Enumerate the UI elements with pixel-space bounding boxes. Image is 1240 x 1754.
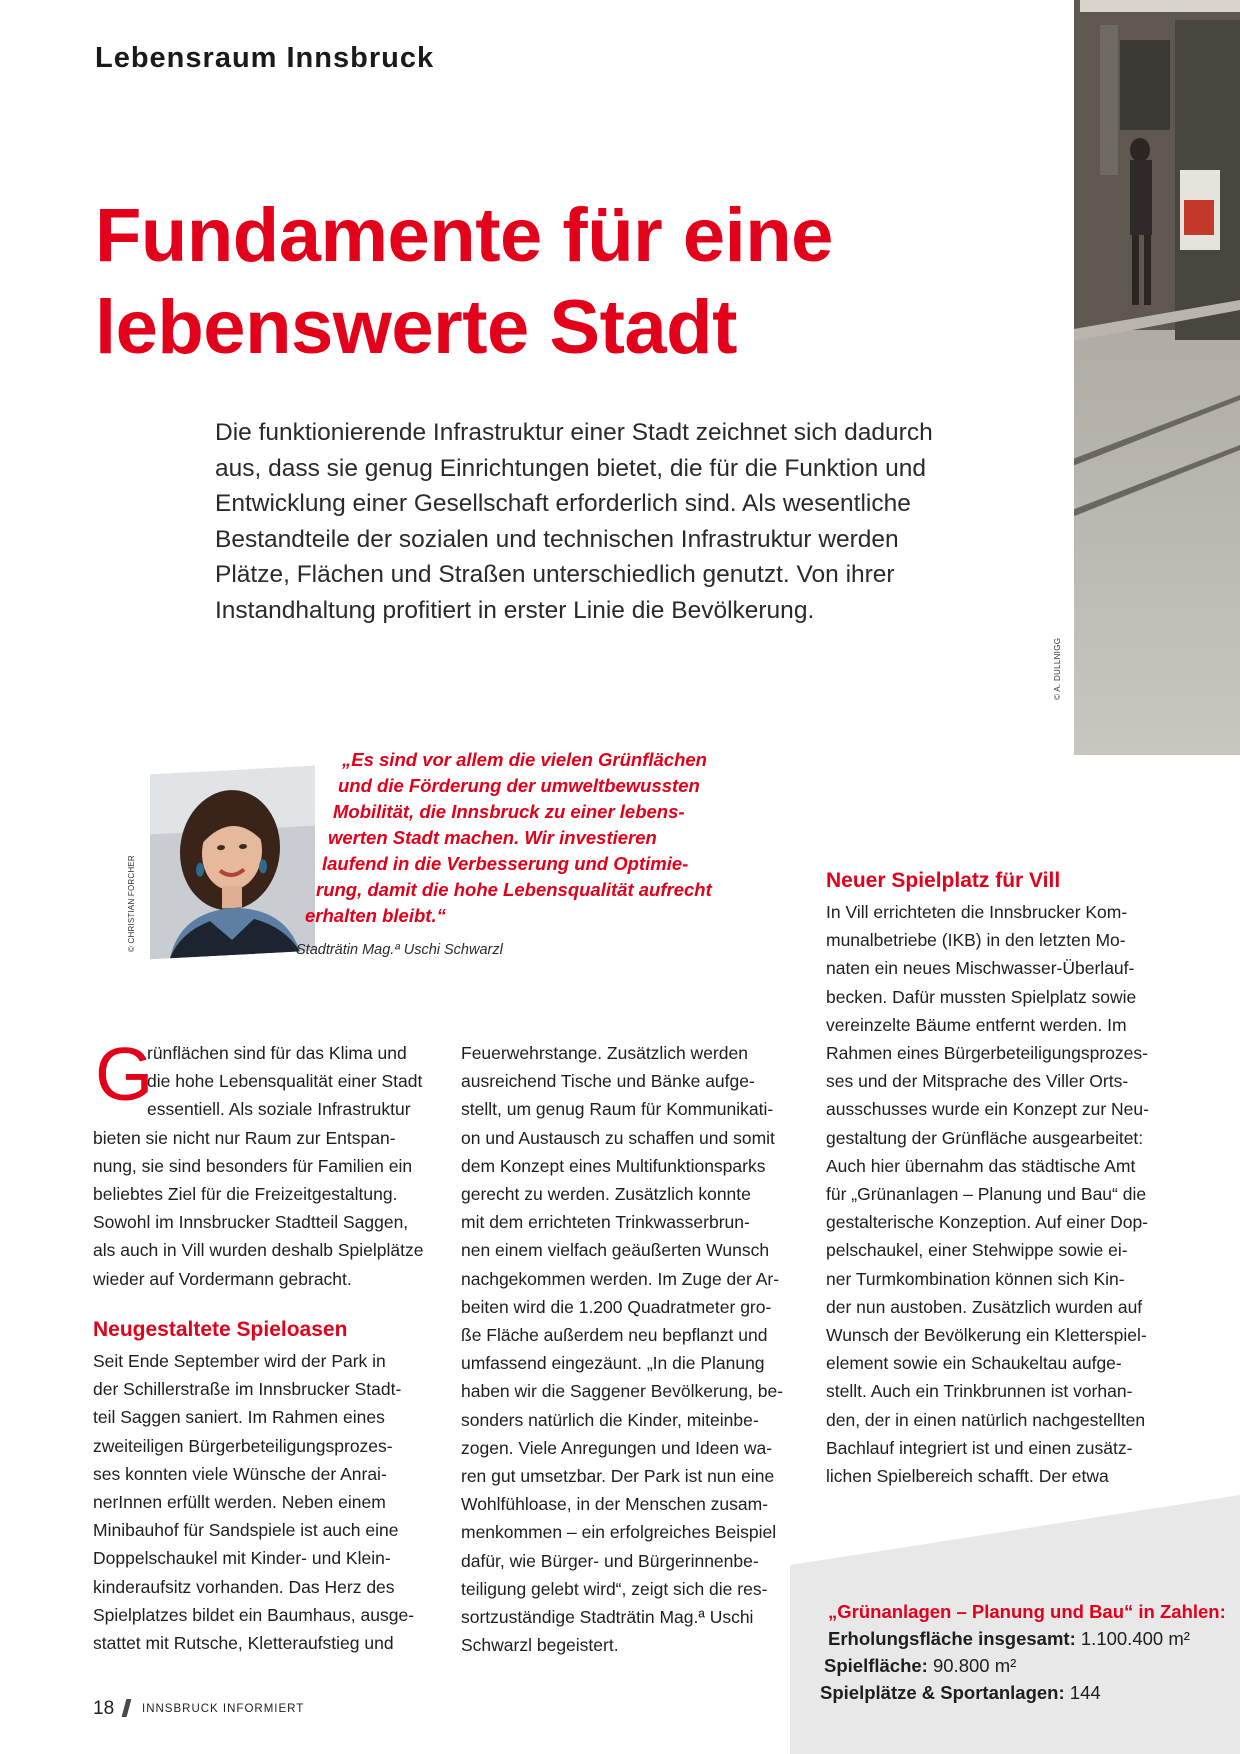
text-line: munalbetriebe (IKB) in den letzten Mo-	[826, 930, 1126, 951]
text-line: Feuerwehrstange. Zusätzlich werden	[461, 1043, 748, 1063]
quote-line: werten Stadt machen. Wir investieren	[328, 827, 657, 848]
intro-line: Plätze, Flächen und Straßen unterschiedlich genutzt. Von ihrer	[215, 561, 895, 588]
portrait-credit: © CHRISTIAN FORCHER	[127, 855, 136, 952]
text-line: Minibauhof für Sandspiele ist auch eine	[93, 1520, 399, 1541]
stats-title: „Grünanlagen – Planung und Bau“ in Zahlen:	[828, 1601, 1226, 1622]
publication-name: INNSBRUCK INFORMIERT	[142, 1703, 305, 1715]
column-1-dropcap-text	[147, 1039, 431, 1124]
text-line: sonders natürlich die Kinder, miteinbe-	[461, 1409, 759, 1430]
text-line: becken. Dafür mussten Spielplatz sowie	[826, 986, 1137, 1007]
section-label: Lebensraum Innsbruck	[95, 42, 435, 74]
text-line: rünflächen sind für das Klima und	[147, 1043, 407, 1063]
text-line: Wohlfühloase, in der Menschen zusam-	[461, 1494, 769, 1515]
page-number: 18	[93, 1698, 115, 1719]
quote-attribution: Stadträtin Mag.ª Uschi Schwarzl	[296, 942, 503, 958]
text-line: zweiteiligen Bürgerbeteiligungsprozes-	[93, 1435, 393, 1456]
stat-item	[820, 1682, 1101, 1704]
text-line: für „Grünanlagen – Planung und Bau“ die	[826, 1184, 1147, 1205]
text-line: ses und der Mitsprache des Viller Orts-	[826, 1071, 1129, 1092]
text-line: gerecht zu werden. Zusätzlich konnte	[461, 1184, 751, 1205]
column-2-text	[461, 1039, 798, 1659]
headline-line: lebenswerte Stadt	[95, 285, 737, 370]
text-line: ausreichend Tische und Bänke aufge-	[461, 1071, 755, 1092]
quote-line: laufend in die Verbesserung und Optimie-	[322, 853, 689, 874]
text-line: den, der in einen natürlich nachgestellten	[826, 1409, 1146, 1430]
text-line: gestaltung der Grünfläche ausgearbeitet:	[826, 1127, 1144, 1148]
stat-label: Spielfläche:	[824, 1655, 928, 1676]
text-line: beiten wird die 1.200 Quadratmeter gro-	[461, 1296, 772, 1317]
stat-item	[828, 1628, 1190, 1650]
text-line: Sowohl im Innsbrucker Stadtteil Saggen,	[93, 1212, 409, 1233]
headline-line: Fundamente für eine	[95, 193, 833, 278]
text-line: gestalterische Konzeption. Auf einer Dop-	[826, 1212, 1148, 1233]
photo-credit: © A. DULLNIGG	[1053, 637, 1062, 700]
text-line: Doppelschaukel mit Kinder- und Klein-	[93, 1548, 391, 1569]
heading-vill: Neuer Spielplatz für Vill	[826, 869, 1061, 892]
text-line: ren gut umsetzbar. Der Park ist nun eine	[461, 1466, 775, 1487]
column-1-text	[93, 1124, 431, 1293]
quote-line: rung, damit die hohe Lebensqualität aufrecht	[316, 879, 712, 900]
text-line: Wunsch der Bevölkerung ein Kletterspiel-	[826, 1325, 1147, 1346]
street-photo	[1060, 0, 1240, 755]
text-line: sortzuständige Stadträtin Mag.ª Uschi	[461, 1607, 754, 1628]
headline	[95, 190, 995, 374]
text-line: Rahmen eines Bürgerbeteiligungsprozes-	[826, 1043, 1148, 1064]
text-line: nachgekommen werden. Im Zuge der Ar-	[461, 1268, 780, 1289]
text-line: kinderaufsitz vorhanden. Das Herz des	[93, 1576, 395, 1597]
text-line: wieder auf Vordermann gebracht.	[93, 1268, 352, 1289]
text-line: ausschusses wurde ein Konzept zur Neu-	[826, 1099, 1149, 1120]
text-line: Bachlauf integriert ist und einen zusätz-	[826, 1437, 1133, 1458]
quote-line: Mobilität, die Innsbruck zu einer lebens-	[333, 801, 685, 822]
text-line: stellt. Auch ein Trinkbrunnen ist vorhan-	[826, 1381, 1133, 1402]
text-line: naten ein neues Mischwasser-Überlauf-	[826, 958, 1135, 979]
text-line: Spielplatzes bildet ein Baumhaus, ausge-	[93, 1604, 415, 1625]
text-line: dafür, wie Bürger- und Bürgerinnenbe-	[461, 1550, 759, 1571]
text-line: nung, sie sind besonders für Familien ein	[93, 1155, 413, 1176]
stat-item	[824, 1655, 1016, 1677]
text-line: Seit Ende September wird der Park in	[93, 1351, 386, 1371]
text-line: ses konnten viele Wünsche der Anrai-	[93, 1463, 387, 1484]
text-line: In Vill errichteten die Innsbrucker Kom-	[826, 902, 1128, 922]
intro-line: Die funktionierende Infrastruktur einer Stadt zeichnet sich dadurch	[215, 419, 933, 446]
stat-value: 1.100.400 m²	[1080, 1628, 1190, 1649]
text-line: menkommen – ein erfolgreiches Beispiel	[461, 1522, 777, 1543]
text-line: vereinzelte Bäume entfernt werden. Im	[826, 1014, 1127, 1035]
footer-divider	[122, 1699, 132, 1717]
intro-paragraph	[215, 415, 965, 628]
stats-panel-background	[790, 1495, 1240, 1754]
text-line: on und Austausch zu schaffen und somit	[461, 1127, 775, 1148]
text-line: ner Turmkombination können sich Kin-	[826, 1268, 1125, 1289]
text-line: stattet mit Rutsche, Kletteraufstieg und	[93, 1633, 394, 1654]
stat-label: Erholungsfläche insgesamt:	[828, 1628, 1076, 1649]
text-line: als auch in Vill wurden deshalb Spielplätze	[93, 1240, 424, 1261]
intro-line: Instandhaltung profitiert in erster Linie die Bevölkerung.	[215, 596, 815, 624]
quote-line: erhalten bleibt.“	[305, 905, 446, 926]
stat-label: Spielplätze & Sportanlagen:	[820, 1682, 1065, 1703]
text-line: pelschaukel, einer Stehwippe sowie ei-	[826, 1240, 1128, 1261]
stat-value: 90.800 m²	[932, 1655, 1017, 1676]
text-line: die hohe Lebensqualität einer Stadt	[147, 1071, 423, 1092]
text-line: teil Saggen saniert. Im Rahmen eines	[93, 1407, 385, 1428]
stat-value: 144	[1069, 1682, 1101, 1703]
intro-line: Bestandteile der sozialen und technischen Infrastruktur werden	[215, 525, 899, 553]
text-line: der nun austoben. Zusätzlich wurden auf	[826, 1296, 1143, 1317]
text-line: der Schillerstraße im Innsbrucker Stadt-	[93, 1379, 402, 1400]
text-line: haben wir die Saggener Bevölkerung, be-	[461, 1381, 784, 1402]
text-line: mit dem errichteten Trinkwasserbrun-	[461, 1212, 750, 1233]
heading-spieloasen: Neugestaltete Spieloasen	[93, 1318, 348, 1341]
text-line: ße Fläche außerdem neu bepflanzt und	[461, 1325, 768, 1346]
text-line: stellt, um genug Raum für Kommunikati-	[461, 1099, 774, 1120]
text-line: nerInnen erfüllt werden. Neben einem	[93, 1492, 386, 1513]
text-line: dem Konzept eines Multifunktionsparks	[461, 1155, 766, 1176]
column-3-text	[826, 898, 1164, 1490]
text-line: element sowie ein Schaukeltau aufge-	[826, 1353, 1122, 1374]
text-line: bieten sie nicht nur Raum zur Entspan-	[93, 1127, 396, 1148]
text-line: essentiell. Als soziale Infrastruktur	[147, 1099, 411, 1120]
quote-line: und die Förderung der umweltbewussten	[338, 775, 700, 796]
portrait-photo	[150, 766, 315, 960]
text-line: Schwarzl begeistert.	[461, 1635, 619, 1656]
quote-line: „Es sind vor allem die vielen Grünflächen	[342, 749, 707, 770]
text-line: zogen. Viele Anregungen und Ideen wa-	[461, 1437, 773, 1458]
text-line: nen einem vielfach geäußerten Wunsch	[461, 1240, 770, 1261]
column-1-text-b	[93, 1347, 431, 1657]
text-line: beliebtes Ziel für die Freizeitgestaltung.	[93, 1184, 398, 1204]
text-line: umfassend eingezäunt. „In die Planung	[461, 1353, 765, 1374]
text-line: Auch hier übernahm das städtische Amt	[826, 1155, 1136, 1176]
intro-line: Entwicklung einer Gesellschaft erforderlich sind. Als wesentliche	[215, 490, 911, 517]
dropcap: G	[95, 1032, 154, 1116]
text-line: lichen Spielbereich schafft. Der etwa	[826, 1466, 1109, 1487]
text-line: teiligung gelebt wird“, zeigt sich die res-	[461, 1578, 768, 1599]
intro-line: aus, dass sie genug Einrichtungen bietet, die für die Funktion und	[215, 454, 926, 482]
